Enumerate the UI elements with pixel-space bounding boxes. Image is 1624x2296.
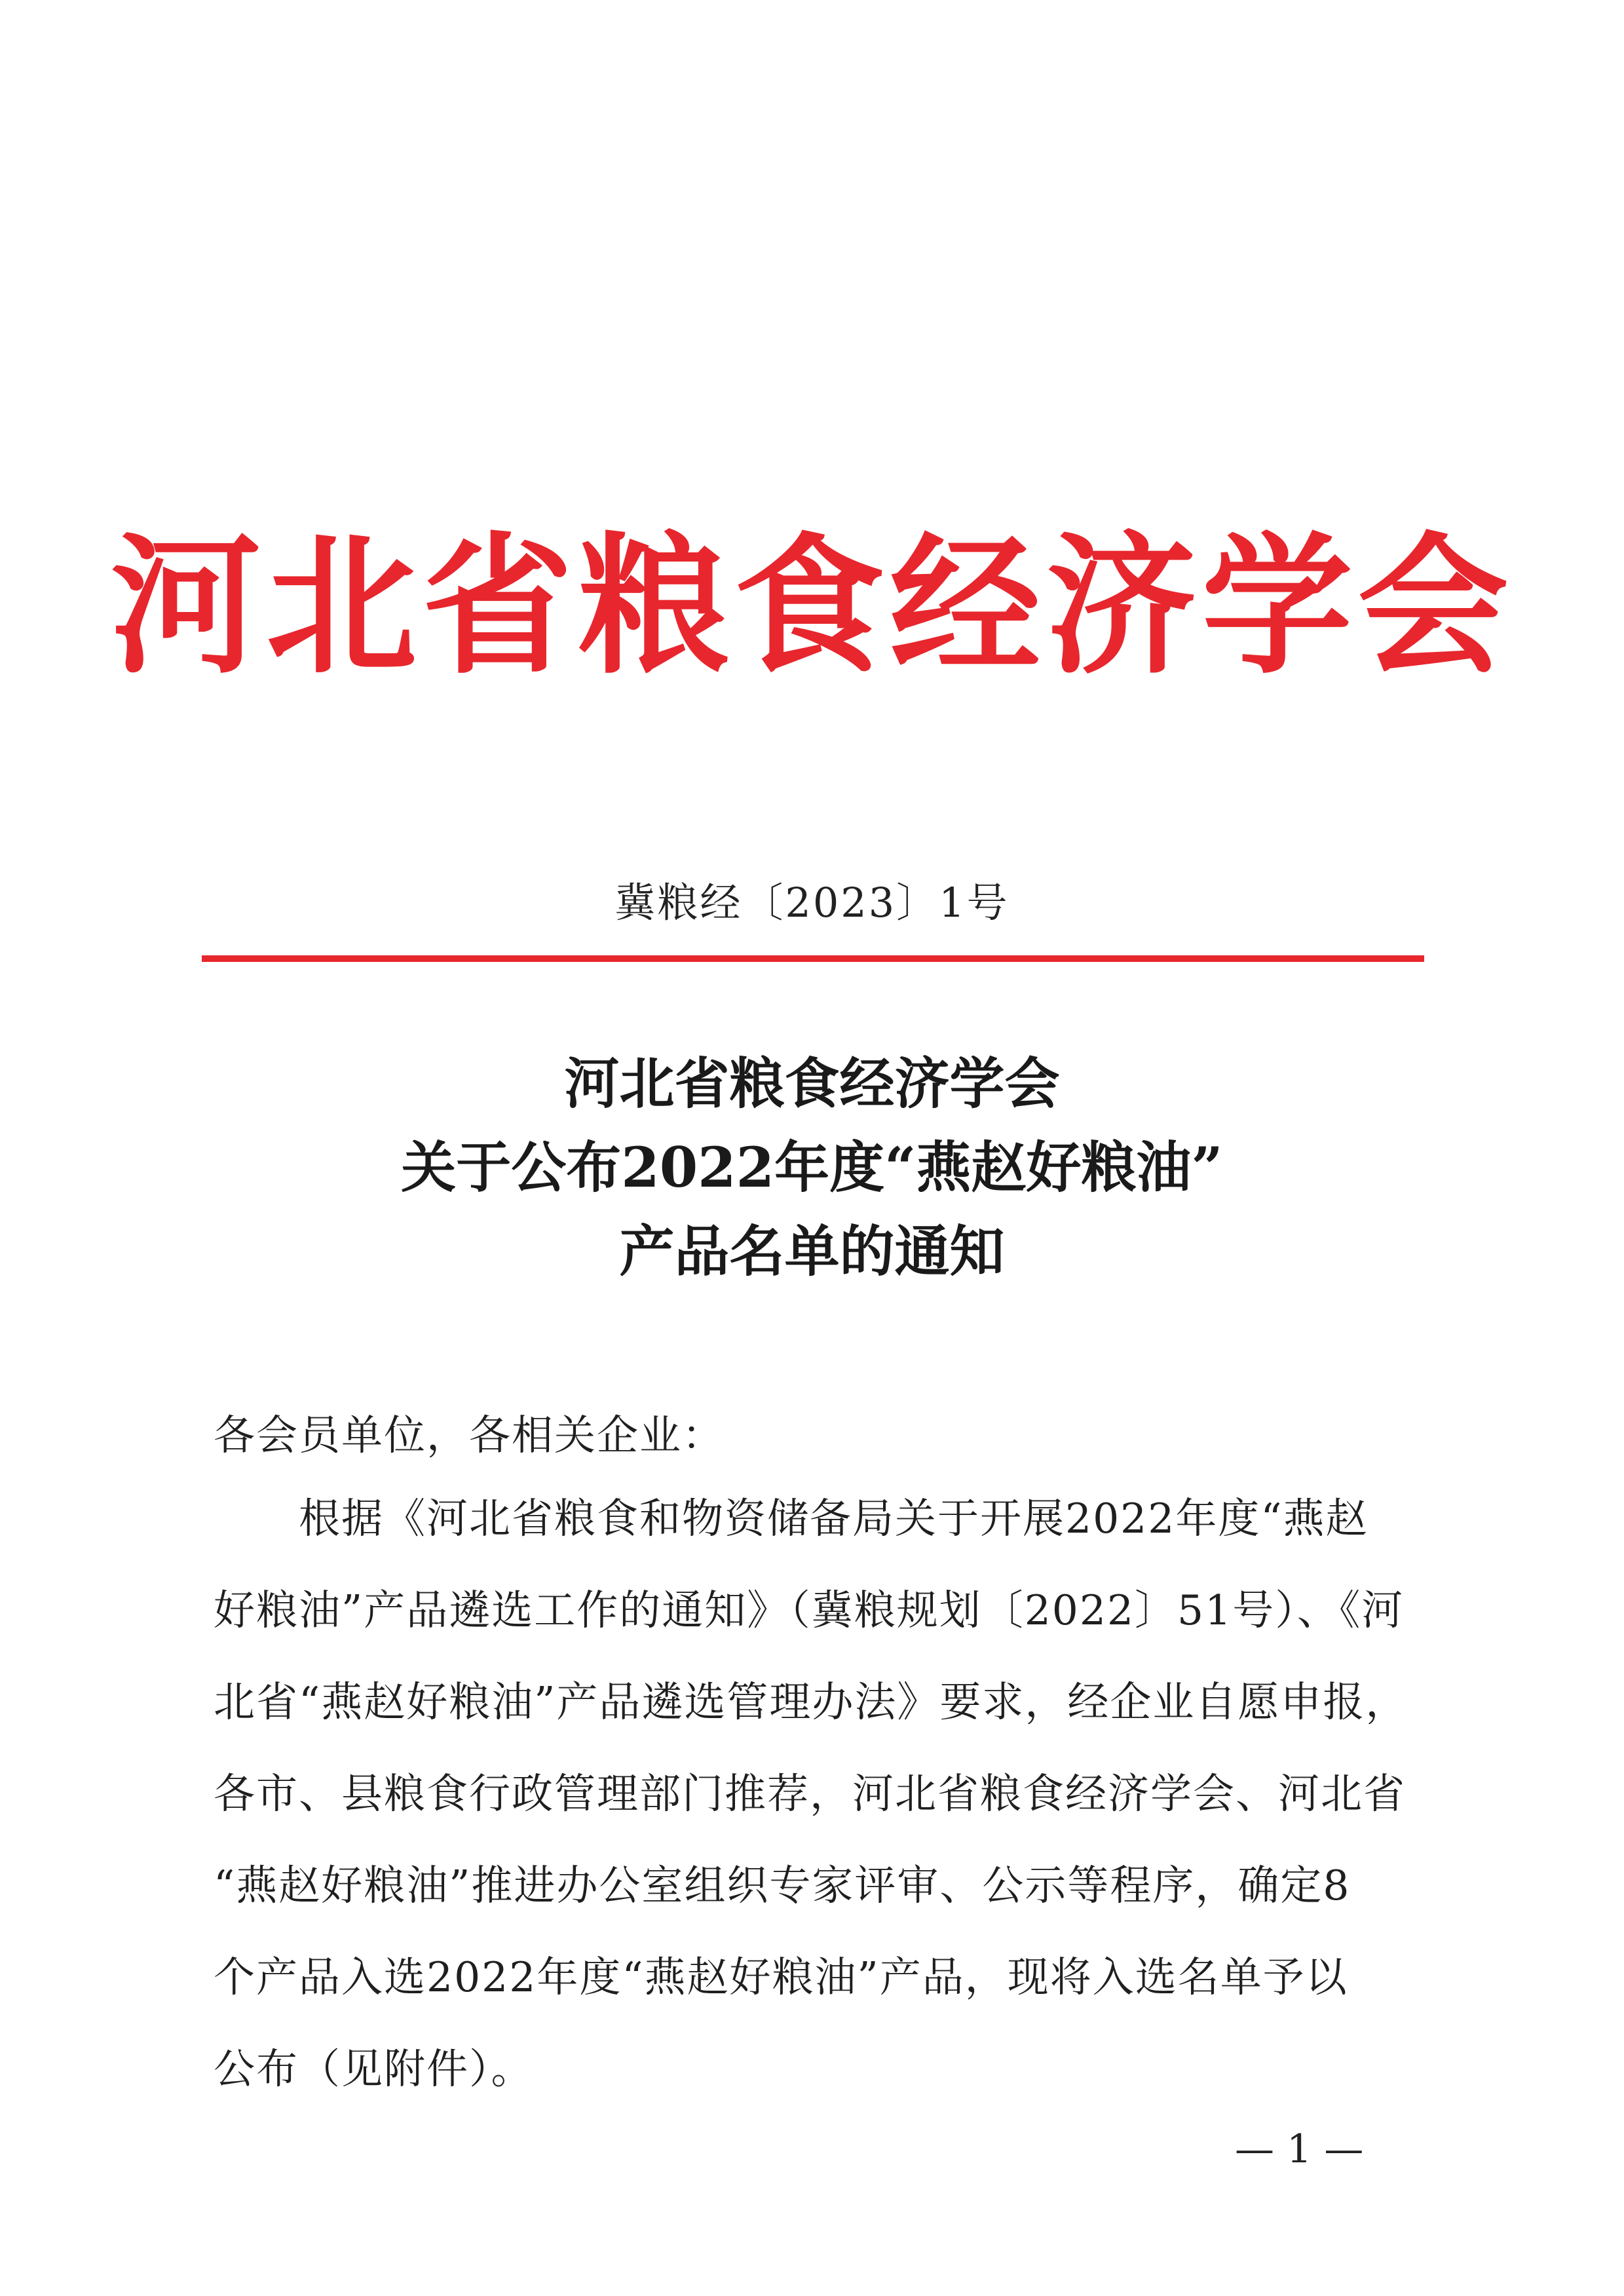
paragraph-line: 根据《河北省粮食和物资储备局关于开展2022年度“燕赵 <box>214 1495 1369 1542</box>
paragraph-line: 各市、县粮食行政管理部门推荐，河北省粮食经济学会、河北省 <box>214 1770 1406 1818</box>
organization-header: 河北省粮食经济学会 <box>110 518 1514 695</box>
paragraph-line: “燕赵好粮油”推进办公室组织专家评审、公示等程序，确定8 <box>214 1862 1351 1909</box>
document-number: 冀粮经〔2023〕1号 <box>614 879 1010 927</box>
paragraph-line: 好粮油”产品遴选工作的通知》（冀粮规划〔2022〕51号）、《河 <box>214 1586 1405 1634</box>
title-line-3: 产品名单的通知 <box>619 1219 1005 1284</box>
red-divider-line <box>202 955 1424 962</box>
paragraph-line: 北省“燕赵好粮油”产品遴选管理办法》要求，经企业自愿申报， <box>214 1678 1408 1726</box>
salutation: 各会员单位，各相关企业： <box>214 1411 725 1459</box>
paragraph-line: 公布（见附件）。 <box>214 2045 534 2093</box>
body-paragraph <box>214 1473 1416 2115</box>
title-line-2: 关于公布2022年度“燕赵好粮油” <box>401 1135 1223 1200</box>
paragraph-line: 个产品入选2022年度“燕赵好粮油”产品，现将入选名单予以 <box>214 1953 1348 2001</box>
page-number: — 1 — <box>1235 2126 1364 2172</box>
title-line-1: 河北省粮食经济学会 <box>564 1051 1060 1116</box>
document-title <box>0 1042 1624 1293</box>
